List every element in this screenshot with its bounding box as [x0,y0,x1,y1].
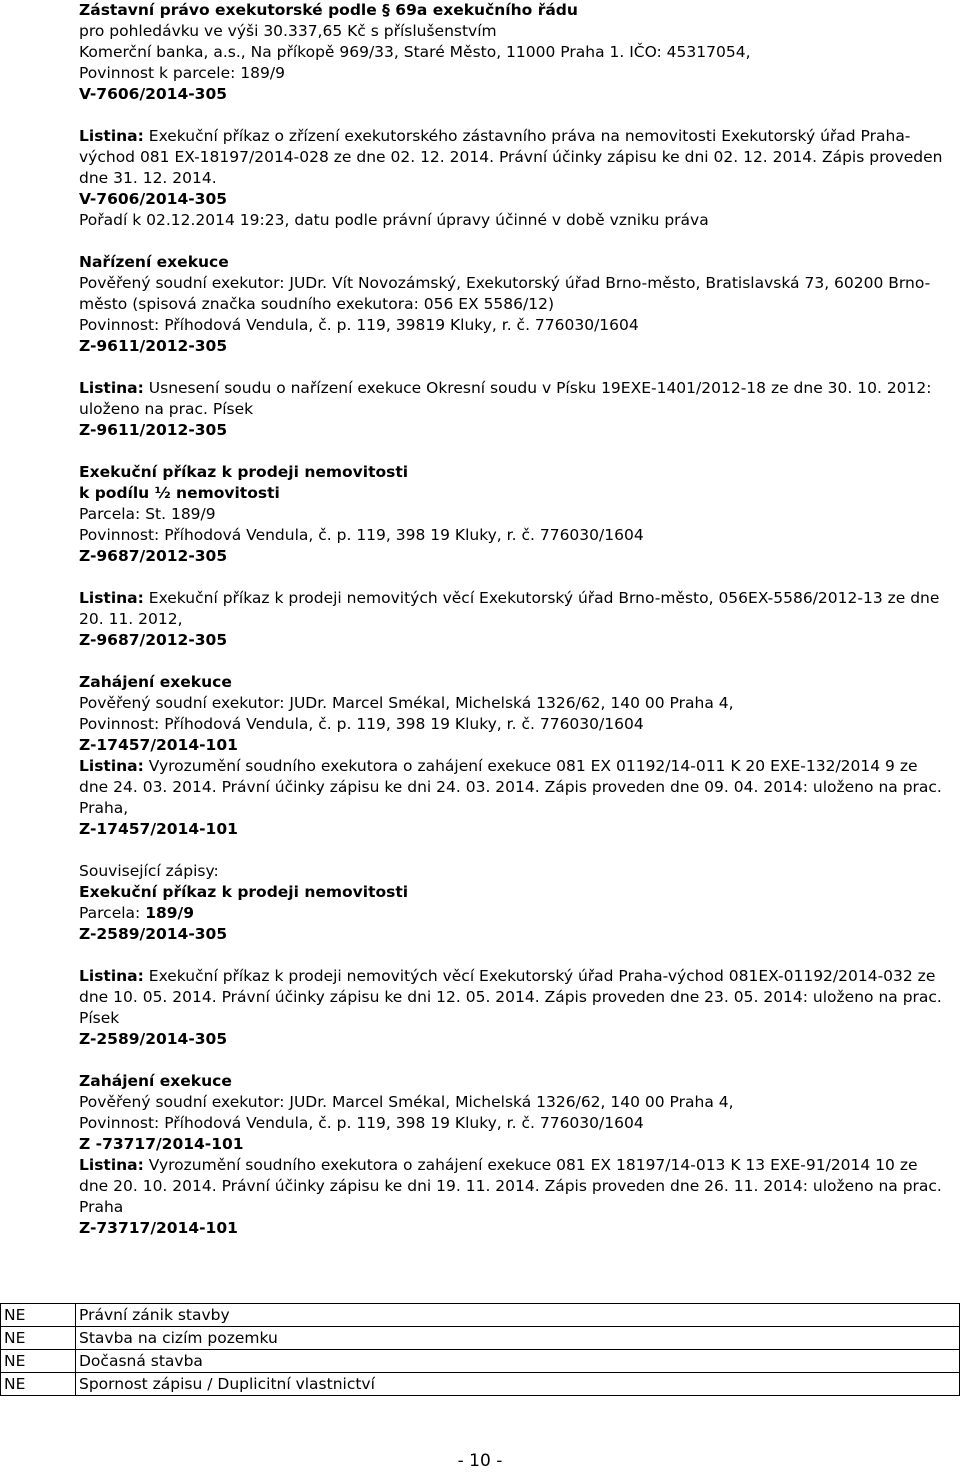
legend-row [1,1373,960,1396]
entry-title: Zástavní právo exekutorské podle § 69a exekučního řádu [79,1,578,19]
obligation-line: Povinnost: Příhodová Vendula, č. p. 119, 398 19 Kluky, r. č. 776030/1604 [79,526,644,544]
entry-title: Exekuční příkaz k prodeji nemovitosti [79,463,409,481]
entry-code: Z-73717/2014-101 [79,1219,238,1237]
parcel-line [79,903,949,924]
entry-code: Z-9611/2012-305 [79,421,228,439]
legend-code: NE [1,1350,76,1373]
legend-code: NE [1,1373,76,1396]
parcel-line: Parcela: St. 189/9 [79,505,216,523]
entry-code: Z-2589/2014-305 [79,1030,228,1048]
listina-label: Listina: [79,967,144,985]
entry-code: Z-17457/2014-101 [79,820,238,838]
legend-row [1,1350,960,1373]
page-number: - 10 - [457,1451,503,1471]
claim-amount: pro pohledávku ve výši 30.337,65 Kč s příslušenstvím [79,22,497,40]
entry-code: V-7606/2014-305 [79,85,228,103]
related-entry [79,861,949,945]
entry-code: V-7606/2014-305 [79,190,228,208]
legend-label: Stavba na cizím pozemku [76,1327,960,1350]
bailiff-line: Pověřený soudní exekutor: JUDr. Marcel Smékal, Michelská 1326/62, 140 00 Praha 4, [79,694,734,712]
obligation-line: Povinnost: Příhodová Vendula, č. p. 119, 39819 Kluky, r. č. 776030/1604 [79,316,639,334]
listina-paragraph [79,1155,949,1218]
listina-text: Vyrozumění soudního exekutora o zahájení exekuce 081 EX 01192/14-011 K 20 EXE-132/2014 9 ze dne 24. 03. 2014. Právní účinky zápisu ke dni 24. 03. 2014. Zápis proveden dne 09. 04. 2014: uloženo na prac. Praha, [79,757,942,817]
entry-subtitle: k podílu ½ nemovitosti [79,484,280,502]
priority-line: Pořadí k 02.12.2014 19:23, datu podle právní úpravy účinné v době vzniku práva [79,211,709,229]
listina-label: Listina: [79,379,144,397]
legend-row [1,1304,960,1327]
document-entry [79,126,949,231]
obligation-line: Povinnost: Příhodová Vendula, č. p. 119, 398 19 Kluky, r. č. 776030/1604 [79,1114,644,1132]
obligation-line: Povinnost: Příhodová Vendula, č. p. 119, 398 19 Kluky, r. č. 776030/1604 [79,715,644,733]
listina-paragraph [79,126,949,189]
document-entry [79,378,949,441]
document-entry [79,588,949,651]
execution-start-entry [79,1071,949,1239]
bailiff-line: Pověřený soudní exekutor: JUDr. Marcel Smékal, Michelská 1326/62, 140 00 Praha 4, [79,1093,734,1111]
related-label: Související zápisy: [79,862,219,880]
listina-paragraph [79,756,949,819]
entry-title: Exekuční příkaz k prodeji nemovitosti [79,883,409,901]
document-entry [79,966,949,1050]
obligation-parcel: Povinnost k parcele: 189/9 [79,64,285,82]
legend-row [1,1327,960,1350]
entry-title: Zahájení exekuce [79,1072,232,1090]
entry-code: Z-9611/2012-305 [79,337,228,355]
execution-start-entry [79,672,949,840]
parcel-value: 189/9 [145,904,195,922]
entry-code: Z-17457/2014-101 [79,736,238,754]
bailiff-text: Pověřený soudní exekutor: JUDr. Vít Novozámský, Exekutorský úřad Brno-město, Bratislavská 73, 60200 Brno-město (spisová značka soudního exekutora: 056 EX 5586/12) [79,274,931,313]
creditor: Komerční banka, a.s., Na příkopě 969/33, Staré Město, 11000 Praha 1. IČO: 45317054, [79,43,751,61]
listina-text: Exekuční příkaz o zřízení exekutorského zástavního práva na nemovitosti Exekutorský úřad Praha-východ 081 EX-18197/2014-028 ze dne 02. 12. 2014. Právní účinky zápisu ke dni 02. 12. 2014. Zápis proveden dne 31. 12. 2014. [79,127,943,187]
legend-label: Dočasná stavba [76,1350,960,1373]
sale-order-entry [79,462,949,567]
legend-label: Spornost zápisu / Duplicitní vlastnictví [76,1373,960,1396]
lien-entry [79,0,949,105]
entry-title: Zahájení exekuce [79,673,232,691]
entry-code: Z -73717/2014-101 [79,1135,244,1153]
listina-text: Vyrozumění soudního exekutora o zahájení exekuce 081 EX 18197/14-013 K 13 EXE-91/2014 10 ze dne 20. 10. 2014. Právní účinky zápisu ke dni 19. 11. 2014. Zápis proveden dne 26. 11. 2014: uloženo na prac. Praha [79,1156,942,1216]
entry-code: Z-9687/2012-305 [79,547,228,565]
entry-title: Nařízení exekuce [79,253,229,271]
listina-label: Listina: [79,757,144,775]
legend-table [0,1303,960,1396]
listina-text: Usnesení soudu o nařízení exekuce Okresní soudu v Písku 19EXE-1401/2012-18 ze dne 30. 10. 2012: uloženo na prac. Písek [79,379,932,418]
listina-paragraph [79,378,949,420]
execution-order-entry [79,252,949,357]
legend-code: NE [1,1327,76,1350]
listina-paragraph [79,588,949,630]
listina-label: Listina: [79,1156,144,1174]
listina-label: Listina: [79,127,144,145]
listina-paragraph [79,966,949,1029]
legend-code: NE [1,1304,76,1327]
parcel-label: Parcela: [79,904,146,922]
entry-code: Z-9687/2012-305 [79,631,228,649]
entry-code: Z-2589/2014-305 [79,925,228,943]
listina-text: Exekuční příkaz k prodeji nemovitých věcí Exekutorský úřad Praha-východ 081EX-01192/2014-032 ze dne 10. 05. 2014. Právní účinky zápisu ke dni 12. 05. 2014. Zápis proveden dne 23. 05. 2014: uloženo na prac. Písek [79,967,942,1027]
document-body [79,0,949,1239]
legend-label: Právní zánik stavby [76,1304,960,1327]
listina-text: Exekuční příkaz k prodeji nemovitých věcí Exekutorský úřad Brno-město, 056EX-5586/2012-13 ze dne 20. 11. 2012, [79,589,940,628]
listina-label: Listina: [79,589,144,607]
